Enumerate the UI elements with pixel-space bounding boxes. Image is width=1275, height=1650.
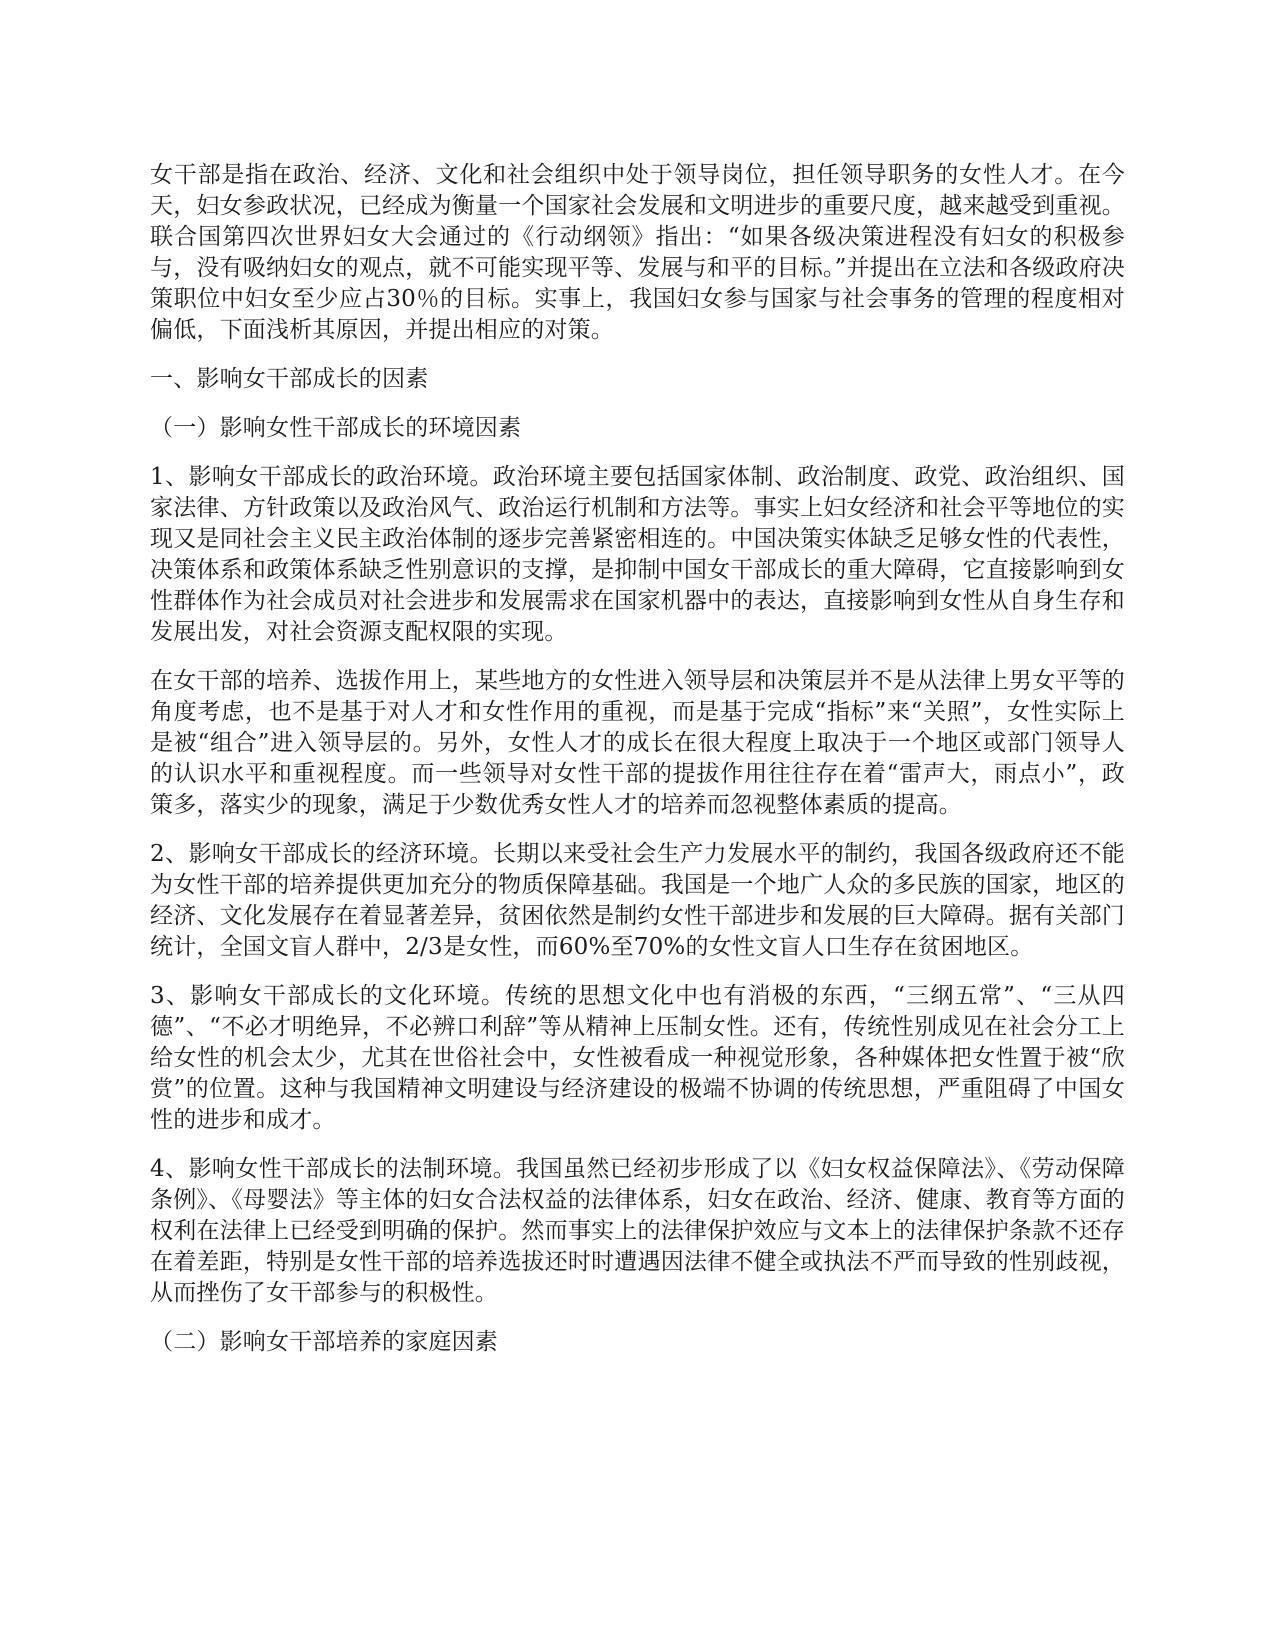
selection-paragraph: 在女干部的培养、选拔作用上，某些地方的女性进入领导层和决策层并不是从法律上男女平等的角度考虑，也不是基于对人才和女性作用的重视，而是基于完成“指标”来“关照”，女性实际上是被“组合”进入领导层的。另外，女性人才的成长在很大程度上取决于一个地区或部门领导人的认识水平和重视程度。而一些领导对女性干部的提拔作用往往存在着“雷声大，雨点小”，政策多，落实少的现象，满足于少数优秀女性人才的培养而忽视整体素质的提高。 bbox=[150, 668, 1125, 818]
subsection-heading-2: （二）影响女干部培养的家庭因素 bbox=[150, 1329, 498, 1355]
cultural-environment-paragraph: 3、影响女干部成长的文化环境。传统的思想文化中也有消极的东西，“三纲五常”、“三从四德”、“不必才明绝异，不必辨口利辞”等从精神上压制女性。还有，传统性别成见在社会分工上给女性的机会太少，尤其在世俗社会中，女性被看成一种视觉形象，各种媒体把女性置于被“欣赏”的位置。这种与我国精神文明建设与经济建设的极端不协调的传统思想，严重阻碍了中国女性的进步和成才。 bbox=[150, 983, 1125, 1133]
legal-environment-paragraph: 4、影响女性干部成长的法制环境。我国虽然已经初步形成了以《妇女权益保障法》、《劳动保障条例》、《母婴法》等主体的妇女合法权益的法律体系，妇女在政治、经济、健康、教育等方面的权利在法律上已经受到明确的保护。然而事实上的法律保护效应与文本上的法律保护条款不还存在着差距，特别是女性干部的培养选拔还时时遭遇因法律不健全或执法不严而导致的性别歧视，从而挫伤了女干部参与的积极性。 bbox=[150, 1156, 1125, 1306]
subsection-heading-1: （一）影响女性干部成长的环境因素 bbox=[150, 415, 522, 441]
section-heading-1: 一、影响女干部成长的因素 bbox=[150, 366, 429, 392]
economic-environment-paragraph: 2、影响女干部成长的经济环境。长期以来受社会生产力发展水平的制约，我国各级政府还不能为女性干部的培养提供更加充分的物质保障基础。我国是一个地广人众的多民族的国家，地区的经济、文化发展存在着显著差异，贫困依然是制约女性干部进步和发展的巨大障碍。据有关部门统计，全国文盲人群中，2/3是女性，而60%至70%的女性文盲人口生存在贫困地区。 bbox=[150, 841, 1125, 960]
political-environment-paragraph: 1、影响女干部成长的政治环境。政治环境主要包括国家体制、政治制度、政党、政治组织、国家法律、方针政策以及政治风气、政治运行机制和方法等。事实上妇女经济和社会平等地位的实现又是同社会主义民主政治体制的逐步完善紧密相连的。中国决策实体缺乏足够女性的代表性，决策体系和政策体系缺乏性别意识的支撑，是抑制中国女干部成长的重大障碍，它直接影响到女性群体作为社会成员对社会进步和发展需求在国家机器中的表达，直接影响到女性从自身生存和发展出发，对社会资源支配权限的实现。 bbox=[150, 464, 1125, 645]
document-body bbox=[150, 160, 1125, 1376]
intro-paragraph: 女干部是指在政治、经济、文化和社会组织中处于领导岗位，担任领导职务的女性人才。在今天，妇女参政状况，已经成为衡量一个国家社会发展和文明进步的重要尺度，越来越受到重视。联合国第四次世界妇女大会通过的《行动纲领》指出：“如果各级决策进程没有妇女的积极参与，没有吸纳妇女的观点，就不可能实现平等、发展与和平的目标。”并提出在立法和各级政府决策职位中妇女至少应占30％的目标。实事上，我国妇女参与国家与社会事务的管理的程度相对偏低，下面浅析其原因，并提出相应的对策。 bbox=[150, 162, 1125, 343]
